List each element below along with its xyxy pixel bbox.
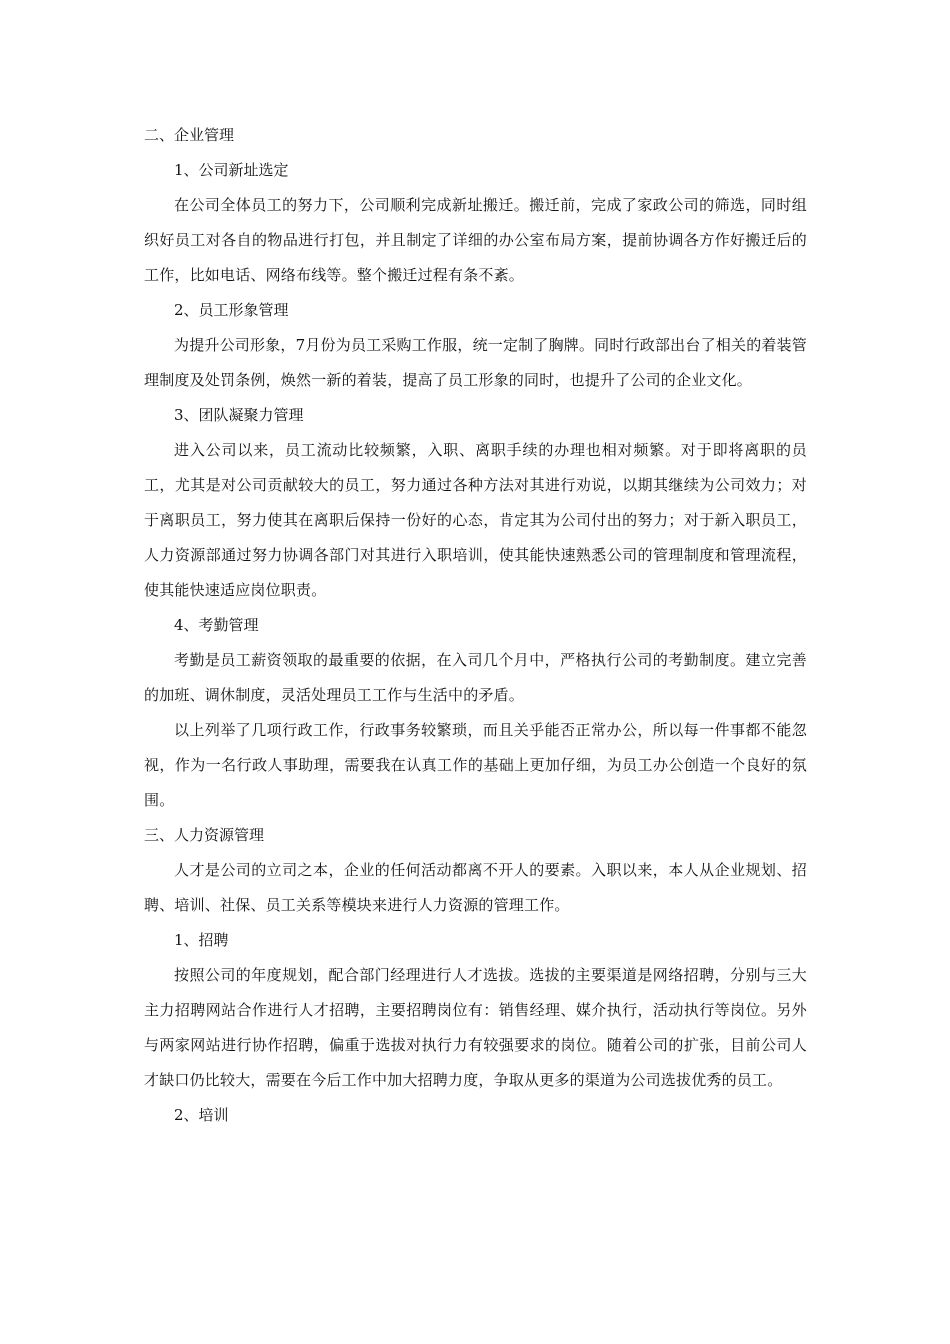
subheading-attendance: 4、考勤管理 [174, 616, 259, 634]
document-page [144, 118, 807, 1133]
paragraph-hr-intro: 人才是公司的立司之本，企业的任何活动都离不开人的要素。入职以来，本人从企业规划、招聘、培训、社保、员工关系等模块来进行人力资源的管理工作。 [144, 861, 807, 914]
paragraph-admin-summary: 以上列举了几项行政工作，行政事务较繁琐，而且关乎能否正常办公，所以每一件事都不能忽视，作为一名行政人事助理，需要我在认真工作的基础上更加仔细，为员工办公创造一个良好的氛围。 [144, 721, 807, 809]
subheading-employee-image: 2、员工形象管理 [174, 301, 289, 319]
paragraph-recruitment: 按照公司的年度规划，配合部门经理进行人才选拔。选拔的主要渠道是网络招聘，分别与三大主力招聘网站合作进行人才招聘，主要招聘岗位有：销售经理、媒介执行，活动执行等岗位。另外与两家网站进行协作招聘，偏重于选拔对执行力有较强要求的岗位。随着公司的扩张，目前公司人才缺口仍比较大，需要在今后工作中加大招聘力度，争取从更多的渠道为公司选拔优秀的员工。 [144, 966, 807, 1089]
subheading-training: 2、培训 [174, 1106, 229, 1124]
section-title-enterprise-management: 二、企业管理 [144, 126, 235, 144]
subheading-team-cohesion: 3、团队凝聚力管理 [174, 406, 304, 424]
paragraph-new-site: 在公司全体员工的努力下，公司顺利完成新址搬迁。搬迁前，完成了家政公司的筛选，同时组织好员工对各自的物品进行打包，并且制定了详细的办公室布局方案，提前协调各方作好搬迁后的工作，比如电话、网络布线等。整个搬迁过程有条不紊。 [144, 196, 807, 284]
subheading-recruitment: 1、招聘 [174, 931, 229, 949]
paragraph-team-cohesion: 进入公司以来，员工流动比较频繁，入职、离职手续的办理也相对频繁。对于即将离职的员工，尤其是对公司贡献较大的员工，努力通过各种方法对其进行劝说，以期其继续为公司效力；对于离职员工，努力使其在离职后保持一份好的心态，肯定其为公司付出的努力；对于新入职员工，人力资源部通过努力协调各部门对其进行入职培训，使其能快速熟悉公司的管理制度和管理流程，使其能快速适应岗位职责。 [144, 441, 807, 599]
subheading-new-site: 1、公司新址选定 [174, 161, 289, 179]
paragraph-attendance: 考勤是员工薪资领取的最重要的依据，在入司几个月中，严格执行公司的考勤制度。建立完善的加班、调休制度，灵活处理员工工作与生活中的矛盾。 [144, 651, 807, 704]
paragraph-employee-image: 为提升公司形象，7月份为员工采购工作服，统一定制了胸牌。同时行政部出台了相关的着装管理制度及处罚条例，焕然一新的着装，提高了员工形象的同时，也提升了公司的企业文化。 [144, 336, 807, 389]
section-title-hr-management: 三、人力资源管理 [144, 826, 265, 844]
